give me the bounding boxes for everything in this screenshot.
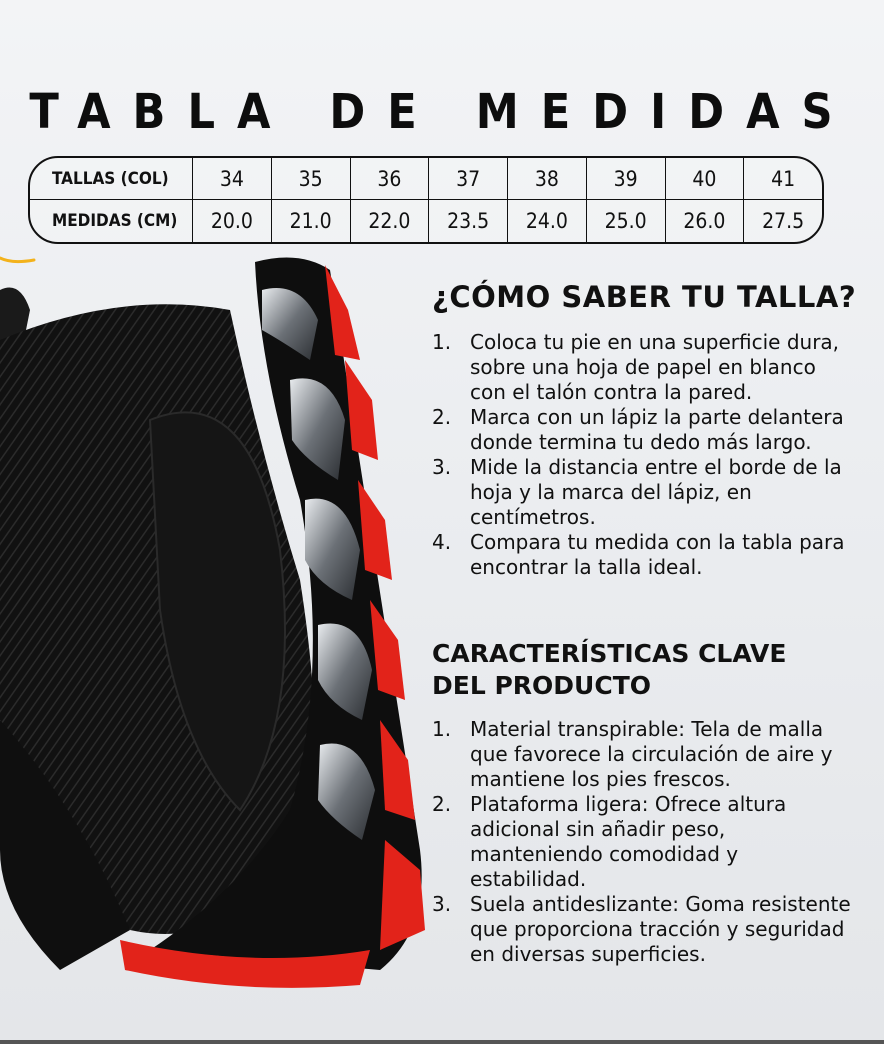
step-text: Compara tu medida con la tabla para encontrar la talla ideal.	[470, 530, 845, 579]
feature-text: Suela antideslizante: Goma resistente que proporciona tracción y seguridad en diversas superficies.	[470, 892, 851, 966]
step-number: 1.	[432, 330, 452, 354]
size-cell: 34	[192, 158, 271, 200]
measure-cell: 24.0	[507, 200, 586, 242]
size-cell: 39	[586, 158, 665, 200]
size-cell: 41	[743, 158, 822, 200]
measure-cell: 22.0	[350, 200, 429, 242]
measure-cell: 25.0	[586, 200, 665, 242]
feature-number: 1.	[432, 717, 452, 741]
size-cell: 35	[271, 158, 350, 200]
size-cell: 37	[428, 158, 507, 200]
step-text: Coloca tu pie en una superficie dura, sobre una hoja de papel en blanco con el talón contra la pared.	[470, 330, 840, 404]
row-label-measures: MEDIDAS (CM)	[52, 211, 178, 231]
page-title: TABLA DE MEDIDAS	[29, 84, 855, 140]
step-number: 4.	[432, 530, 452, 554]
measure-cell: 23.5	[428, 200, 507, 242]
list-item	[432, 405, 852, 455]
measure-cell: 27.5	[743, 200, 822, 242]
features-title: CARACTERÍSTICAS CLAVE DEL PRODUCTO	[432, 639, 787, 700]
features-list	[432, 717, 852, 967]
size-cell: 38	[507, 158, 586, 200]
how-to-steps	[432, 330, 852, 580]
feature-text: Material transpirable: Tela de malla que favorece la circulación de aire y mantiene los pies frescos.	[470, 717, 833, 791]
size-table	[28, 156, 824, 244]
how-to-title: ¿CÓMO SABER TU TALLA?	[432, 280, 857, 314]
size-cell: 36	[350, 158, 429, 200]
feature-text: Plataforma ligera: Ofrece altura adicional sin añadir peso, manteniendo comodidad y estabilidad.	[470, 792, 787, 891]
step-text: Mide la distancia entre el borde de la hoja y la marca del lápiz, en centímetros.	[470, 455, 842, 529]
measure-cell: 20.0	[192, 200, 271, 242]
list-item	[432, 792, 852, 892]
row-label-sizes: TALLAS (COL)	[30, 158, 192, 200]
size-cell: 40	[665, 158, 744, 200]
bottom-divider	[0, 1040, 884, 1044]
step-number: 2.	[432, 405, 452, 429]
feature-number: 3.	[432, 892, 452, 916]
measure-cell: 26.0	[665, 200, 744, 242]
measure-cell: 21.0	[271, 200, 350, 242]
sneaker-image	[0, 250, 460, 1010]
list-item	[432, 330, 852, 405]
step-text: Marca con un lápiz la parte delantera donde termina tu dedo más largo.	[470, 405, 844, 454]
list-item	[432, 455, 852, 530]
list-item	[432, 717, 852, 792]
feature-number: 2.	[432, 792, 452, 816]
step-number: 3.	[432, 455, 452, 479]
list-item	[432, 530, 852, 580]
list-item	[432, 892, 852, 967]
